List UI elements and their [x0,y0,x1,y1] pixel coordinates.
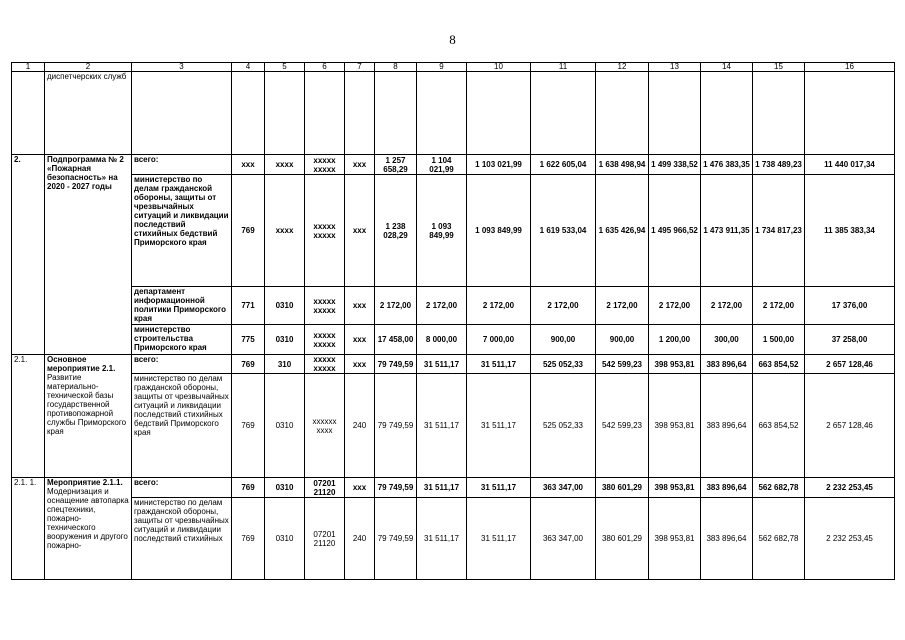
cell: 31 511,17 [467,498,531,580]
cell: 663 854,52 [753,355,805,374]
cell: 37 258,00 [805,325,895,355]
cell: департамент информационной политики Приморского края [132,287,232,325]
column-number: 11 [531,63,596,72]
cell: 8 000,00 [417,325,467,355]
cell: 775 [232,325,265,355]
cell: 0310 [265,374,305,478]
cell: 769 [232,175,265,287]
cell: 900,00 [596,325,649,355]
cell: всего: [132,478,232,498]
table-row [12,374,895,478]
cell: 1 473 911,35 [701,175,753,287]
cell: 383 896,64 [701,478,753,498]
cell: 31 511,17 [467,478,531,498]
cell: 31 511,17 [417,478,467,498]
cell: 2 172,00 [467,287,531,325]
cell: 380 601,29 [596,478,649,498]
cell: 1 476 383,35 [701,155,753,175]
cell: 1 495 966,52 [649,175,701,287]
row-name: Подпрограмма № 2 «Пожарная безопасность» на 2020 - 2027 годы [45,155,132,355]
column-number: 7 [345,63,375,72]
cell: 31 511,17 [417,374,467,478]
cell: 2 657 128,46 [805,374,895,478]
cell: ххххх ххххх [305,355,345,374]
cell: 2 172,00 [701,287,753,325]
cell: 525 052,33 [531,355,596,374]
cell: 363 347,00 [531,478,596,498]
cell: 562 682,78 [753,498,805,580]
column-number: 4 [232,63,265,72]
row-name [45,355,132,478]
cell: 1 238 028,29 [375,175,417,287]
column-number: 12 [596,63,649,72]
table-row [12,155,895,175]
cell: 17 458,00 [375,325,417,355]
cell: 525 052,33 [531,374,596,478]
row-name-title: Основное мероприятие 2.1. [47,355,116,373]
cell: 1 500,00 [753,325,805,355]
cell: ххххх ххххх [305,155,345,175]
cell: 31 511,17 [417,355,467,374]
cell: 1 257 658,29 [375,155,417,175]
column-number: 15 [753,63,805,72]
cell: 0310 [265,287,305,325]
cell: 1 499 338,52 [649,155,701,175]
cell: 07201 21120 [305,478,345,498]
cell: ххх [345,325,375,355]
cell: 771 [232,287,265,325]
cell: 769 [232,374,265,478]
cell: хххх [265,155,305,175]
cell: 7 000,00 [467,325,531,355]
cell: 1 093 849,99 [417,175,467,287]
cell: 11 385 383,34 [805,175,895,287]
cell: 1 103 021,99 [467,155,531,175]
column-number: 16 [805,63,895,72]
cell: 1 638 498,94 [596,155,649,175]
cell: 2 172,00 [649,287,701,325]
cell: хххххх хххх [305,374,345,478]
cell: 2 172,00 [596,287,649,325]
cell: всего: [132,155,232,175]
cell: ххххх ххххх [305,175,345,287]
cell: 562 682,78 [753,478,805,498]
cell: 79 749,59 [375,355,417,374]
cell: 0310 [265,478,305,498]
table-row [12,72,895,155]
row-name-detail: Развитие материально-технической базы государственной противопожарной службы Приморского края [47,373,127,436]
cell: ххх [345,175,375,287]
cell: 1 734 817,23 [753,175,805,287]
row-name [45,478,132,580]
column-number: 14 [701,63,753,72]
cell: 2 172,00 [417,287,467,325]
row-name: диспетчерских служб [45,72,132,155]
cell: 79 749,59 [375,478,417,498]
cell: министерство строительства Приморского края [132,325,232,355]
cell: 31 511,17 [467,374,531,478]
cell: министерство по делам гражданской обороны, защиты от чрезвычайных ситуаций и ликвидации последствий стихийных бедствий Приморского края [132,374,232,478]
cell: 31 511,17 [467,355,531,374]
column-number: 10 [467,63,531,72]
cell: 2 172,00 [375,287,417,325]
cell: 11 440 017,34 [805,155,895,175]
cell: 900,00 [531,325,596,355]
table-row [12,325,895,355]
cell: 2 172,00 [753,287,805,325]
cell: 240 [345,374,375,478]
cell: ххх [345,478,375,498]
column-number: 5 [265,63,305,72]
cell: 383 896,64 [701,374,753,478]
cell: 31 511,17 [417,498,467,580]
cell: 79 749,59 [375,374,417,478]
table-row [12,498,895,580]
table-row [12,478,895,498]
cell: 07201 21120 [305,498,345,580]
column-number: 9 [417,63,467,72]
cell: 542 599,23 [596,374,649,478]
cell: 1 619 533,04 [531,175,596,287]
cell: ххх [232,155,265,175]
row-name-title: Мероприятие 2.1.1. [47,478,123,487]
row-number: 2.1. 1. [12,478,45,580]
cell: ххх [345,155,375,175]
cell: 769 [232,355,265,374]
cell: 1 738 489,23 [753,155,805,175]
column-number: 6 [305,63,345,72]
cell: 2 657 128,46 [805,355,895,374]
row-name-detail: Модернизация и оснащение автопарка спецтехники, пожарно-технического вооружения и другого пожарно- [47,487,129,550]
cell: хххх [265,175,305,287]
cell: всего: [132,355,232,374]
cell: 380 601,29 [596,498,649,580]
cell: ххххх ххххх [305,325,345,355]
cell: 769 [232,498,265,580]
cell: министерство по делам гражданской обороны, защиты от чрезвычайных ситуаций и ликвидации последствий стихийных бедствий Приморского края [132,175,232,287]
cell: 769 [232,478,265,498]
cell: 398 953,81 [649,498,701,580]
cell: 398 953,81 [649,374,701,478]
cell: 300,00 [701,325,753,355]
cell: 2 172,00 [531,287,596,325]
page-number: 8 [449,32,456,47]
table-row [12,287,895,325]
cell: 1 635 426,94 [596,175,649,287]
cell: 2 232 253,45 [805,478,895,498]
cell: 398 953,81 [649,355,701,374]
column-number: 1 [12,63,45,72]
cell: 663 854,52 [753,374,805,478]
cell: ххххх ххххх [305,287,345,325]
column-number: 13 [649,63,701,72]
budget-table [11,62,895,580]
cell: 2 232 253,45 [805,498,895,580]
column-number-row [12,63,895,72]
cell: ххх [345,355,375,374]
cell: 1 093 849,99 [467,175,531,287]
column-number: 2 [45,63,132,72]
table-row [12,175,895,287]
row-number: 2.1. [12,355,45,478]
row-number: 2. [12,155,45,355]
table-row [12,355,895,374]
cell: 1 200,00 [649,325,701,355]
cell: 310 [265,355,305,374]
cell: 0310 [265,498,305,580]
cell: 79 749,59 [375,498,417,580]
cell: 1 622 605,04 [531,155,596,175]
column-number: 3 [132,63,232,72]
cell: 542 599,23 [596,355,649,374]
cell: 17 376,00 [805,287,895,325]
cell: 240 [345,498,375,580]
cell: 383 896,64 [701,498,753,580]
column-number: 8 [375,63,417,72]
cell: 0310 [265,325,305,355]
cell: 1 104 021,99 [417,155,467,175]
cell: ххх [345,287,375,325]
cell: 383 896,64 [701,355,753,374]
cell: 363 347,00 [531,498,596,580]
cell: министерство по делам гражданской обороны, защиты от чрезвычайных ситуаций и ликвидации последствий стихийных [132,498,232,580]
cell: 398 953,81 [649,478,701,498]
